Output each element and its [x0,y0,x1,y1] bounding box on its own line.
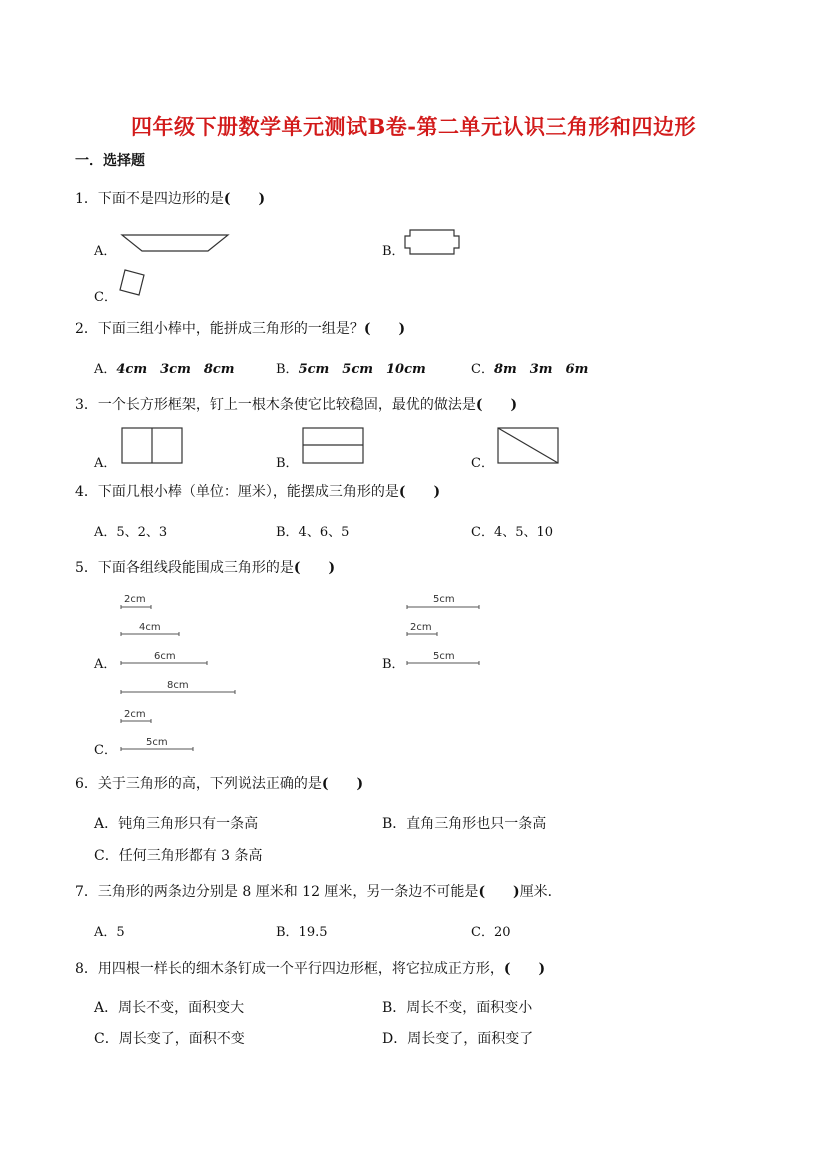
q2-option-c[interactable] [471,358,588,377]
segment-line [120,719,152,725]
question-3-stem: 3．一个长方形框架，钉上一根木条使它比较稳固，最优的做法是 [75,397,476,413]
segment-label: 5cm [433,594,455,605]
segment-line [120,605,152,611]
option-letter: A． [94,362,117,377]
option-letter: C． [471,362,494,377]
q4-option-b[interactable]: B．4、6、5 [276,525,350,540]
q6-option-a[interactable]: A．钝角三角形只有一条高 [94,816,259,832]
question-1 [75,188,265,208]
question-8-stem: 8．用四根一样长的细木条钉成一个平行四边形框，将它拉成正方形， [75,961,504,977]
segment-line [406,632,438,638]
q4-option-c[interactable]: C．4、5、10 [471,525,554,540]
answer-blank: ( ) [321,776,364,792]
q3-option-c[interactable]: C． [471,456,494,471]
option-value: 5cm 5cm 10cm [298,362,426,377]
q8-option-b[interactable]: B．周长不变，面积变小 [382,1000,533,1016]
question-4-stem: 4．下面几根小棒（单位：厘米），能摆成三角形的是 [75,484,399,500]
answer-blank: ( ) [478,884,520,900]
question-7 [75,881,562,901]
segment-line [120,690,236,696]
answer-blank: ( ) [398,484,441,500]
segment-line [120,661,208,667]
question-6 [75,773,363,793]
q7-option-a[interactable]: A．5 [94,925,125,940]
q7-option-b[interactable]: B．19.5 [276,925,328,940]
section-heading: 一．选择题 [75,153,145,169]
answer-blank: ( ) [293,560,336,576]
option-letter: B． [276,362,299,377]
q7-option-c[interactable]: C．20 [471,925,511,940]
option-value: 8m 3m 6m [493,362,589,377]
question-7-stem: 7．三角形的两条边分别是 8 厘米和 12 厘米，另一条边不可能是 [75,884,479,900]
question-3 [75,394,517,414]
question-5-stem: 5．下面各组线段能围成三角形的是 [75,560,294,576]
page-title: 四年级下册数学单元测试B卷-第二单元认识三角形和四边形 [131,114,696,139]
question-7-tail: 厘米． [519,884,562,900]
segment-label: 8cm [167,680,189,691]
segment-label: 6cm [154,651,176,662]
trapezoid-figure [120,233,230,253]
rectangle-horizontal-bar-figure [302,427,364,465]
segment-label: 2cm [410,622,432,633]
answer-blank: ( ) [223,191,266,207]
q2-option-b[interactable] [276,358,426,377]
q1-option-c[interactable]: C． [94,290,117,305]
question-2 [75,318,405,338]
question-5 [75,557,335,577]
answer-blank: ( ) [475,397,518,413]
segment-label: 4cm [139,622,161,633]
q3-option-b[interactable]: B． [276,456,299,471]
rectangle-vertical-bar-figure [121,427,183,465]
q4-option-a[interactable]: A．5、2、3 [94,525,168,540]
tilted-square-figure [117,268,147,298]
q6-option-b[interactable]: B．直角三角形也只一条高 [382,816,547,832]
q2-option-a[interactable] [94,358,235,377]
segment-label: 2cm [124,594,146,605]
question-1-stem: 1．下面不是四边形的是 [75,191,224,207]
segment-line [120,747,194,753]
segment-label: 2cm [124,709,146,720]
option-value: 4cm 3cm 8cm [116,362,235,377]
octagon-figure [404,228,460,256]
q5-option-c[interactable]: C． [94,743,117,758]
q6-option-c[interactable]: C．任何三角形都有 3 条高 [94,848,263,864]
answer-blank: ( ) [363,321,406,337]
segment-line [406,661,480,667]
q8-option-d[interactable]: D．周长变了，面积变了 [382,1031,534,1047]
segment-line [406,605,480,611]
q8-option-a[interactable]: A．周长不变，面积变大 [94,1000,245,1016]
question-6-stem: 6．关于三角形的高，下列说法正确的是 [75,776,322,792]
segment-line [120,632,180,638]
q3-option-a[interactable]: A． [94,456,117,471]
rectangle-diagonal-bar-figure [497,427,559,465]
segment-label: 5cm [433,651,455,662]
question-2-stem: 2．下面三组小棒中，能拼成三角形的一组是？ [75,321,364,337]
q5-option-a[interactable]: A． [94,657,117,672]
q1-option-b[interactable]: B． [382,244,405,259]
q1-option-a[interactable]: A． [94,244,117,259]
segment-label: 5cm [146,737,168,748]
q8-option-c[interactable]: C．周长变了，面积不变 [94,1031,245,1047]
question-8 [75,958,545,978]
q5-option-b[interactable]: B． [382,657,405,672]
answer-blank: ( ) [503,961,546,977]
question-4 [75,481,440,501]
